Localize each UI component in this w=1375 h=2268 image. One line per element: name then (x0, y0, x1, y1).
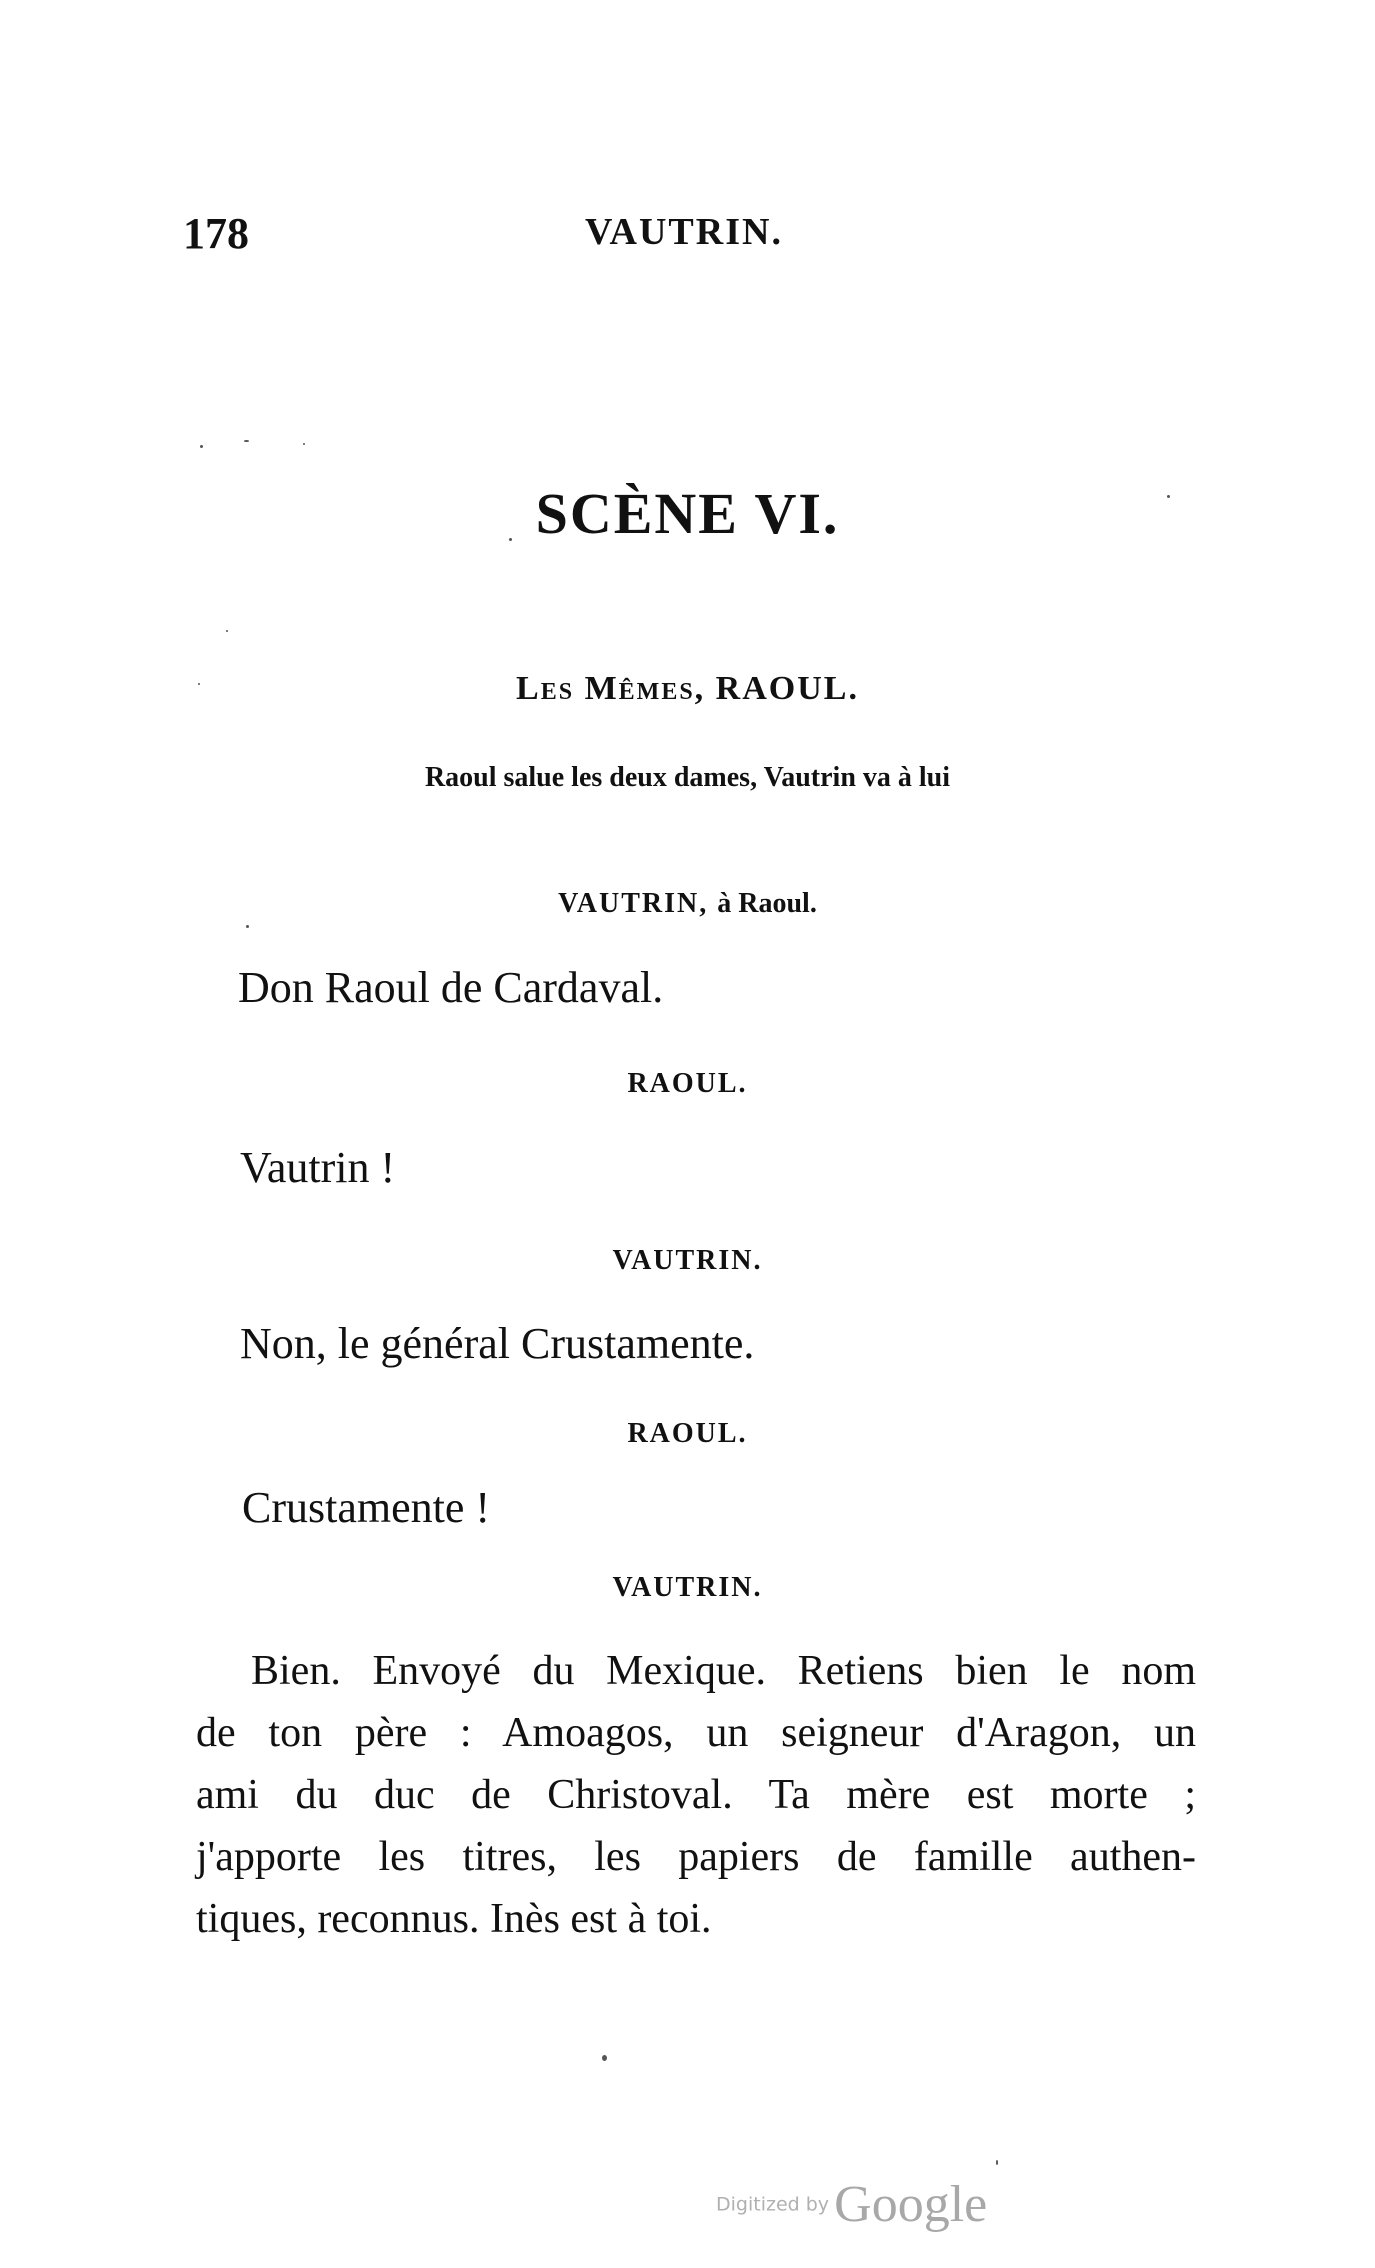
paragraph-line: ami du duc de Christoval. Ta mère est morte ; (196, 1772, 1196, 1818)
dialogue-line: Non, le général Crustamente. (240, 1319, 755, 1368)
scan-speck (198, 683, 200, 685)
speaker-label (0, 888, 1375, 920)
running-title: VAUTRIN. (585, 211, 783, 253)
watermark-prefix: Digitized by (716, 2193, 830, 2216)
page-number: 178 (183, 209, 249, 258)
dialogue-line: Don Raoul de Cardaval. (238, 963, 664, 1012)
speaker-aside: à Raoul. (717, 888, 817, 919)
paragraph-line: de ton père : Amoagos, un seigneur d'Aragon, un (196, 1710, 1196, 1756)
scan-speck (509, 538, 512, 541)
paragraph-line: j'apporte les titres, les papiers de famille authen- (196, 1834, 1196, 1880)
paragraph-line: Bien. Envoyé du Mexique. Retiens bien le nom (251, 1648, 1196, 1694)
dialogue-paragraph (196, 1640, 1196, 1950)
dialogue-line: Vautrin ! (240, 1143, 396, 1192)
stage-direction: Raoul salue les deux dames, Vautrin va à lui (424, 762, 951, 793)
speaker-label: VAUTRIN. (612, 1572, 763, 1603)
speaker-name: VAUTRIN, (558, 888, 709, 919)
paragraph-line: tiques, reconnus. Inès est à toi. (196, 1896, 712, 1942)
speaker-label: VAUTRIN. (612, 1245, 763, 1276)
dialogue-line: Crustamente ! (242, 1483, 491, 1532)
digitization-watermark (716, 2175, 987, 2234)
scan-speck (226, 630, 228, 632)
google-logo: Google (834, 2176, 988, 2233)
scene-title: SCÈNE VI. (535, 481, 840, 546)
scan-speck (244, 440, 249, 442)
scene-characters: Les Mêmes, RAOUL. (516, 670, 859, 707)
scan-speck (200, 445, 203, 448)
speaker-label: RAOUL. (627, 1418, 748, 1449)
scan-speck (246, 925, 249, 928)
speaker-label: RAOUL. (627, 1068, 748, 1099)
scan-speck (996, 2160, 998, 2165)
scan-speck (1167, 495, 1170, 498)
scan-speck (602, 2055, 607, 2061)
scan-speck (303, 443, 305, 445)
